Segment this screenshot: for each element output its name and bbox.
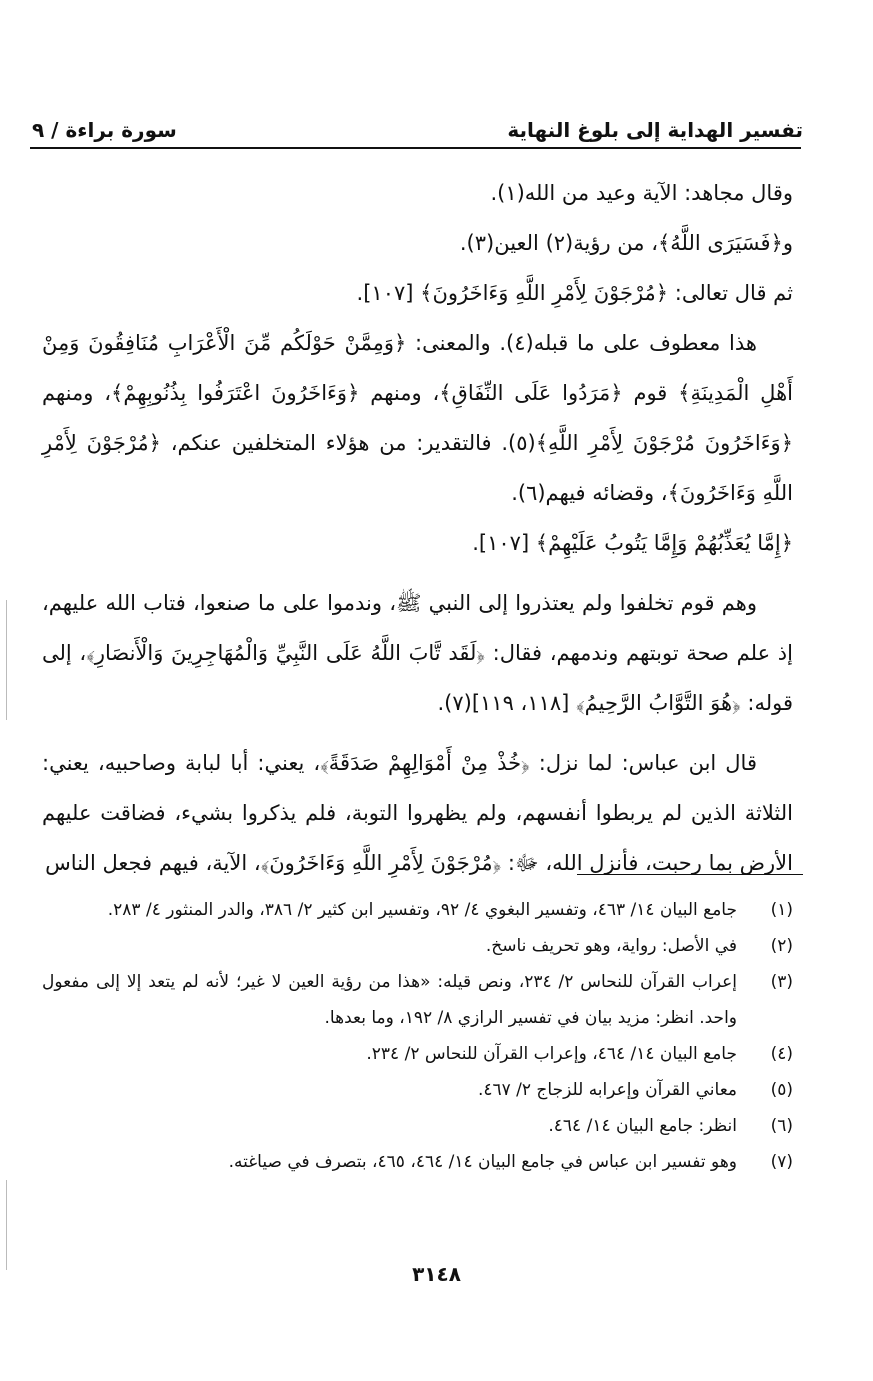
paragraph-verse-heading: ثم قال تعالى: ﴿مُرْجَوْنَ لِأَمْرِ اللَّهِ وَءَاخَرُونَ﴾ [١٠٧]. [356, 281, 793, 305]
footnotes [42, 892, 793, 1180]
footnote-6 [42, 1108, 793, 1144]
scan-edge-mark [6, 600, 7, 720]
footnote-divider [577, 874, 803, 875]
paragraph-mujahid: وقال مجاهد: الآية وعيد من الله(١). [490, 181, 793, 205]
footnote-3 [42, 964, 793, 1036]
footnote-number: (٧) [770, 1152, 793, 1172]
footnote-1 [42, 892, 793, 928]
paragraph-ibn-abbas: قال ابن عباس: لما نزل: ﴿خُذْ مِنْ أَمْوَالِهِمْ صَدَقَةً﴾، يعني: أبا لبابة وصاحبيه، يعني: الثلاثة الذين لم يربطوا أنفسهم، ولم يظهروا التوبة، فلم يذكروا بشيء، فضاقت عليهم الأرض بما رحبت، فأنزل الله، ﷻ: ﴿مُرْجَوْنَ لِأَمْرِ اللَّهِ وَءَاخَرُونَ﴾، الآية، فيهم فجعل الناس [42, 751, 793, 875]
page-number: ٣١٤٨ [412, 1262, 461, 1286]
footnote-5 [42, 1072, 793, 1108]
footnote-7 [42, 1144, 793, 1180]
footnote-number: (٥) [770, 1080, 793, 1100]
footnote-number: (٣) [770, 972, 793, 992]
footnote-text: انظر: جامع البيان ١٤/ ٤٦٤. [548, 1116, 737, 1136]
footnote-text: معاني القرآن وإعرابه للزجاج ٢/ ٤٦٧. [477, 1080, 737, 1100]
running-header [32, 108, 803, 142]
paragraph-explanation: هذا معطوف على ما قبله(٤). والمعنى: ﴿وَمِمَّنْ حَوْلَكُم مِّنَ الْأَعْرَابِ مُنَافِقُونَ وَمِنْ أَهْلِ الْمَدِينَةِ﴾ قوم ﴿مَرَدُوا عَلَى النِّفَاقِ﴾، ومنهم ﴿وَءَاخَرُونَ اعْتَرَفُوا بِذُنُوبِهِمْ﴾، ومنهم ﴿وَءَاخَرُونَ مُرْجَوْنَ لِأَمْرِ اللَّهِ﴾(٥). فالتقدير: من هؤلاء المتخلفين عنكم، ﴿مُرْجَوْنَ لِأَمْرِ اللَّهِ وَءَاخَرُونَ﴾، وقضائه فيهم(٦). [42, 331, 793, 505]
footnote-number: (٦) [770, 1116, 793, 1136]
footnote-4 [42, 1036, 793, 1072]
footnote-text: وهو تفسير ابن عباس في جامع البيان ١٤/ ٤٦٤، ٤٦٥، بتصرف في صياغته. [228, 1152, 737, 1172]
footnote-2 [42, 928, 793, 964]
surah-label: سورة براءة / ٩ [32, 118, 177, 142]
footnote-text: جامع البيان ١٤/ ٤٦٣، وتفسير البغوي ٤/ ٩٢، وتفسير ابن كثير ٢/ ٣٨٦، والدر المنثور ٤/ ٢٨٣. [107, 900, 737, 920]
header-divider [30, 147, 801, 149]
footnote-text: في الأصل: رواية، وهو تحريف ناسخ. [485, 936, 737, 956]
paragraph-verse-second: ﴿إِمَّا يُعَذِّبُهُمْ وَإِمَّا يَتُوبُ عَلَيْهِمْ﴾ [١٠٧]. [472, 531, 793, 555]
paragraph-repentance: وهم قوم تخلفوا ولم يعتذروا إلى النبي ﷺ، وندموا على ما صنعوا، فتاب الله عليهم، إذ علم صحة توبتهم وندمهم، فقال: ﴿لَقَد تَّابَ اللَّهُ عَلَى النَّبِيِّ وَالْمُهَاجِرِينَ وَالْأَنصَارِ﴾، إلى قوله: ﴿هُوَ التَّوَّابُ الرَّحِيمُ﴾ [١١٨، ١١٩](٧). [42, 591, 793, 715]
footnote-text: إعراب القرآن للنحاس ٢/ ٢٣٤، ونص قيله: «هذا من رؤية العين لا غير؛ لأنه لم يتعد إلا إلى مفعول واحد. انظر: مزيد بيان في تفسير الرازي ٨/ ١٩٢، وما بعدها. [42, 972, 737, 1028]
scan-edge-mark [6, 1180, 7, 1270]
book-title: تفسير الهداية إلى بلوغ النهاية [507, 118, 803, 142]
footnote-text: جامع البيان ١٤/ ٤٦٤، وإعراب القرآن للنحاس ٢/ ٢٣٤. [366, 1044, 737, 1064]
footnote-number: (١) [770, 900, 793, 920]
footnote-number: (٤) [770, 1044, 793, 1064]
paragraph-ruya: و﴿فَسَيَرَى اللَّهُ﴾، من رؤية(٢) العين(٣). [459, 231, 793, 255]
main-text [42, 168, 793, 888]
footnote-number: (٢) [770, 936, 793, 956]
